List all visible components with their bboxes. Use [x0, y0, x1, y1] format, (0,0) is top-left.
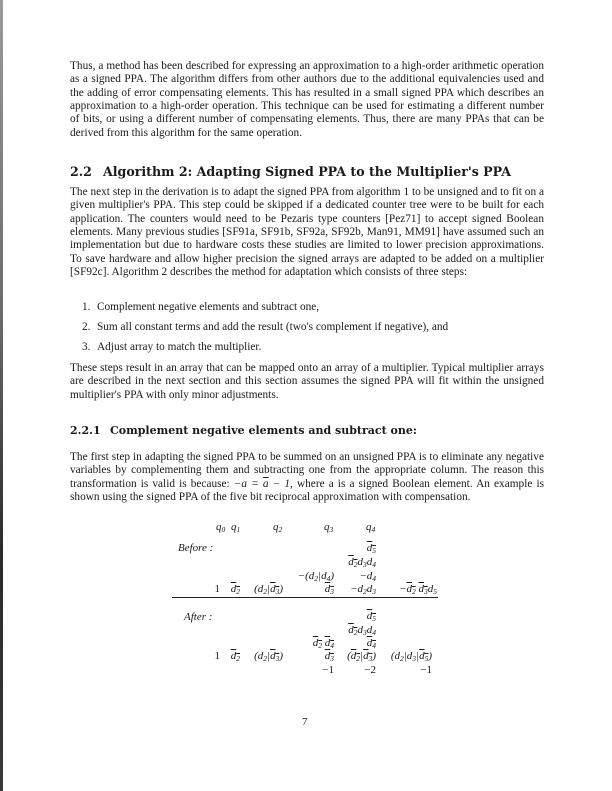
col-header-q1: $q_1$ — [231, 521, 241, 534]
section-heading — [70, 164, 511, 179]
step-item: 2. Sum all constant terms and add the result (two's complement if negative), and — [82, 321, 449, 333]
after-cell: −2 — [364, 664, 376, 676]
before-cell: $d_5$ — [366, 542, 376, 555]
before-cell: $-(d_2|d_4)$ — [297, 570, 334, 583]
after-cell: 1 — [214, 650, 220, 662]
after-cell: $d_3$ — [324, 650, 334, 663]
before-cell: 1 — [214, 583, 220, 595]
after-cell: $d_2d_3d_4$ — [348, 624, 376, 637]
before-cell: $(d_2|d_3)$ — [254, 583, 283, 596]
after-label: After : — [184, 611, 213, 623]
after-cell: $d_2$ $d_4$ — [312, 637, 334, 650]
before-cell: $-d_2$ $d_3d_5$ — [399, 583, 437, 596]
after-cell: −1 — [322, 664, 334, 676]
col-header-q0: $q_0$ — [216, 521, 226, 534]
after-cell: $d_2$ — [230, 650, 240, 663]
after-steps-paragraph: These steps result in an array that can be mapped onto an array of a multiplier. Typical multiplier arrays are described in the next section and this section assumes the signed PPA will fit within the unsigned multiplier's PPA with only minor adjustments. — [70, 362, 544, 401]
col-header-q3: $q_3$ — [324, 521, 334, 534]
intro-paragraph: Thus, a method has been described for expressing an approximation to a high-order arithmetic operation as a signed PPA. The algorithm differs from other authors due to the additional equivalencies used and the adding of error compensating elements. This has resulted in a small signed PPA which describes an approximation to a high-order operation. This technique can be used for estimating a different number of bits, or using a different number of compensating elements. Thus, there are many PPAs that can be derived from this algorithm for the same operation. — [70, 60, 544, 139]
scan-edge-artifact — [0, 0, 3, 791]
after-cell: $d_4$ — [366, 637, 376, 650]
before-cell: $d_2d_3d_4$ — [348, 556, 376, 569]
step-item: 3. Adjust array to match the multiplier. — [82, 341, 262, 353]
before-cell: $-d_4$ — [359, 570, 376, 583]
before-cell: $d_3$ — [324, 583, 334, 596]
section-paragraph: The next step in the derivation is to adapt the signed PPA from algorithm 1 to be unsigned and to fit on a given multiplier's PPA. This step could be skipped if a dedicated counter tree were to be built for each application. The counters would need to be Pezaris type counters [Pez71] to accept signed Boolean elements. Many previous studies [SF91a, SF91b, SF92a, SF92b, Man91, MM91] have assumed such an implementation but due to hardware costs these studies are limited to lower precision approximations. To save hardware and allow higher precision the signed arrays are adapted to be added on a multiplier [SF92c]. Algorithm 2 describes the method for adaptation which consists of three steps: — [70, 186, 544, 279]
subsection-number: 2.2.1 — [70, 424, 101, 437]
section-number: 2.2 — [70, 164, 92, 179]
page-number: 7 — [302, 716, 308, 728]
step-item: 1. Complement negative elements and subtract one, — [82, 301, 320, 313]
after-cell: $(d_2|d_3)$ — [347, 650, 376, 663]
before-cell: $-d_2d_3$ — [350, 583, 376, 596]
subsection-title: Complement negative elements and subtract one: — [110, 424, 417, 437]
after-cell: $d_5$ — [366, 610, 376, 623]
subsection-heading — [70, 424, 417, 437]
col-header-q4: $q_4$ — [366, 521, 376, 534]
before-label: Before : — [178, 542, 214, 554]
section-title: Algorithm 2: Adapting Signed PPA to the Multiplier's PPA — [103, 164, 511, 179]
after-cell: $(d_2|d_3)$ — [254, 650, 283, 663]
col-header-q2: $q_2$ — [273, 521, 283, 534]
before-cell: $d_2$ — [230, 583, 240, 596]
subsection-paragraph: The first step in adapting the signed PPA to be summed on an unsigned PPA is to eliminate any negative variables by complementing them and subtracting one from the appropriate column. The reason this transformation is valid is because: $-a = \overline{a} - 1$, where a is a signed Boolean element. An example is shown using the signed PPA of the five bit reciprocal approximation with compensation. — [70, 451, 545, 504]
equation: $-a = \overline{a} - 1$ — [233, 477, 291, 490]
after-cell: $(d_2|d_3|d_5)$ — [390, 650, 432, 663]
sum-divider — [172, 597, 438, 598]
after-cell: −1 — [420, 664, 432, 676]
